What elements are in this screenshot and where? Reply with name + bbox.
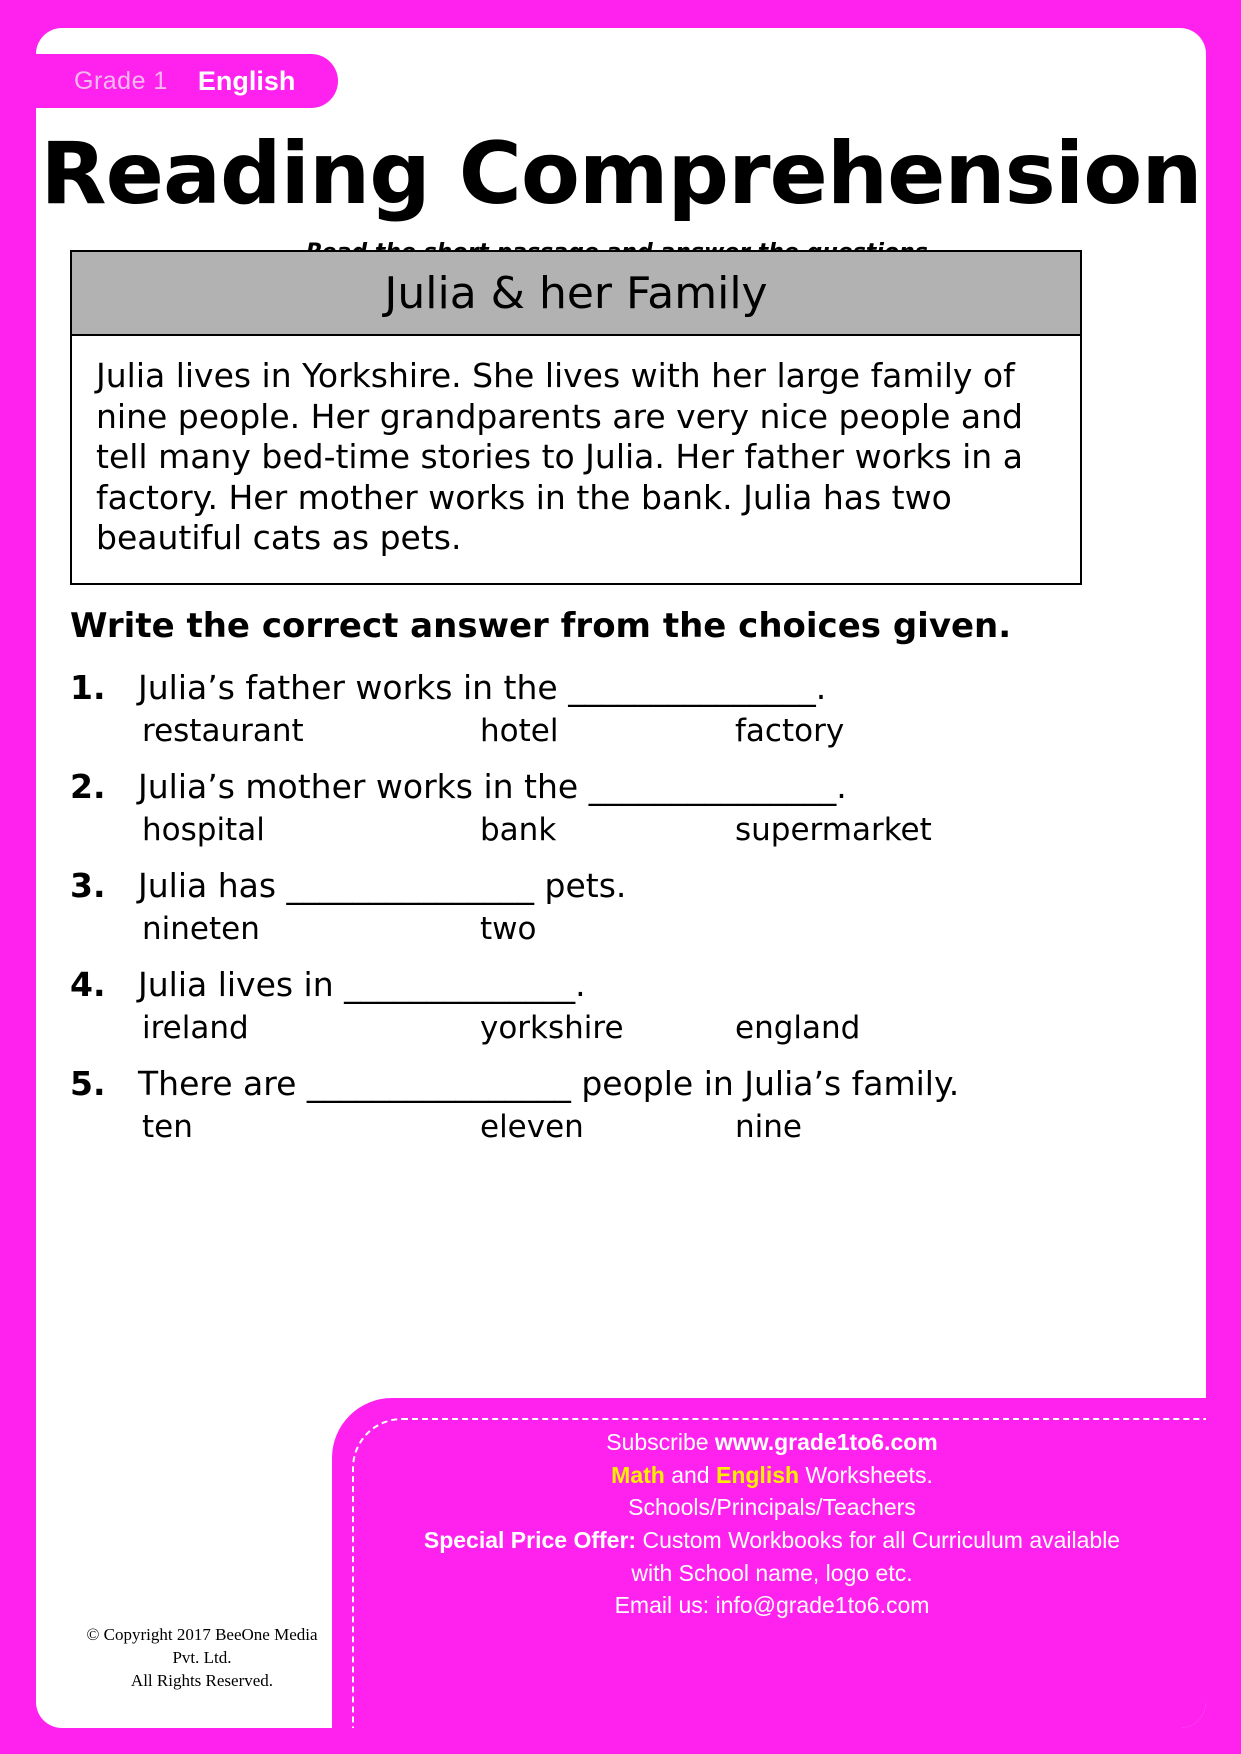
footer-worksheets-label: Worksheets. [799, 1461, 933, 1488]
question-number: 3. [70, 866, 106, 905]
footer-subscribe-label: Subscribe [606, 1429, 715, 1455]
choice-option[interactable]: hotel [480, 713, 559, 749]
footer-line-subjects [372, 1459, 1172, 1492]
question-text: Julia has _______________ pets. [138, 866, 627, 905]
choice-option[interactable]: factory [735, 713, 845, 749]
question-text: Julia lives in ______________. [138, 965, 586, 1004]
choice-option[interactable]: nine [735, 1109, 802, 1145]
choice-option[interactable]: restaurant [142, 713, 304, 749]
question-item [70, 866, 1130, 947]
question-text: There are ________________ people in Julia’s family. [138, 1064, 960, 1103]
choice-option[interactable]: yorkshire [480, 1010, 624, 1046]
questions-list [70, 668, 1130, 1163]
choice-option[interactable]: nineten [142, 911, 260, 947]
footer-line-subscribe [372, 1426, 1172, 1459]
choices-row [70, 713, 1130, 749]
footer-offer-rest: Custom Workbooks for all Curriculum available [636, 1526, 1121, 1553]
choice-option[interactable]: ten [142, 1109, 193, 1145]
footer-english-label: English [715, 1461, 800, 1488]
choice-option[interactable]: bank [480, 812, 557, 848]
choices-row [70, 1010, 1130, 1046]
footer-text [372, 1426, 1172, 1622]
choices-row [70, 911, 1130, 947]
question-text: Julia’s father works in the _______________. [138, 668, 827, 707]
choices-row [70, 1109, 1130, 1145]
copyright-notice [72, 1624, 332, 1693]
choice-option[interactable]: ireland [142, 1010, 249, 1046]
question-number: 1. [70, 668, 106, 707]
choice-option[interactable]: eleven [480, 1109, 584, 1145]
question-item [70, 767, 1130, 848]
passage-box [70, 250, 1082, 585]
footer-offer-label: Special Price Offer: [423, 1526, 637, 1553]
grade-label: Grade 1 [74, 66, 168, 95]
question-item [70, 965, 1130, 1046]
worksheet-page [36, 28, 1206, 1728]
footer-line-email[interactable]: Email us: info@grade1to6.com [614, 1592, 930, 1619]
footer-promo-band [332, 1398, 1206, 1728]
subject-label: English [197, 65, 296, 96]
choices-row [70, 812, 1130, 848]
footer-line-offer [372, 1524, 1172, 1557]
choice-option[interactable]: england [735, 1010, 861, 1046]
question-text: Julia’s mother works in the _______________. [138, 767, 847, 806]
passage-heading: Julia & her Family [72, 252, 1080, 336]
question-number: 4. [70, 965, 106, 1004]
footer-and-label: and [664, 1461, 716, 1488]
page-title: Reading Comprehension [40, 124, 1202, 224]
footer-line-audience: Schools/Principals/Teachers [628, 1494, 916, 1521]
choice-option[interactable]: supermarket [735, 812, 932, 848]
question-item [70, 668, 1130, 749]
footer-line-school: with School name, logo etc. [631, 1559, 913, 1586]
instruction-text: Write the correct answer from the choices given. [70, 606, 1012, 646]
choice-option[interactable]: two [480, 911, 537, 947]
copyright-line-2: All Rights Reserved. [130, 1670, 274, 1690]
footer-math-label: Math [611, 1461, 665, 1488]
question-number: 5. [70, 1064, 106, 1103]
question-item [70, 1064, 1130, 1145]
choice-option[interactable]: hospital [142, 812, 265, 848]
footer-website-link[interactable]: www.grade1to6.com [714, 1429, 938, 1455]
question-number: 2. [70, 767, 106, 806]
grade-subject-badge [36, 54, 338, 108]
passage-body: Julia lives in Yorkshire. She lives with her large family of nine people. Her grandparents are very nice people and tell many bed-time stories to Julia. Her father works in a factory. Her mother works in the bank. Julia has two beautiful cats as pets. [96, 356, 1023, 558]
copyright-line-1: © Copyright 2017 BeeOne Media Pvt. Ltd. [86, 1625, 318, 1667]
